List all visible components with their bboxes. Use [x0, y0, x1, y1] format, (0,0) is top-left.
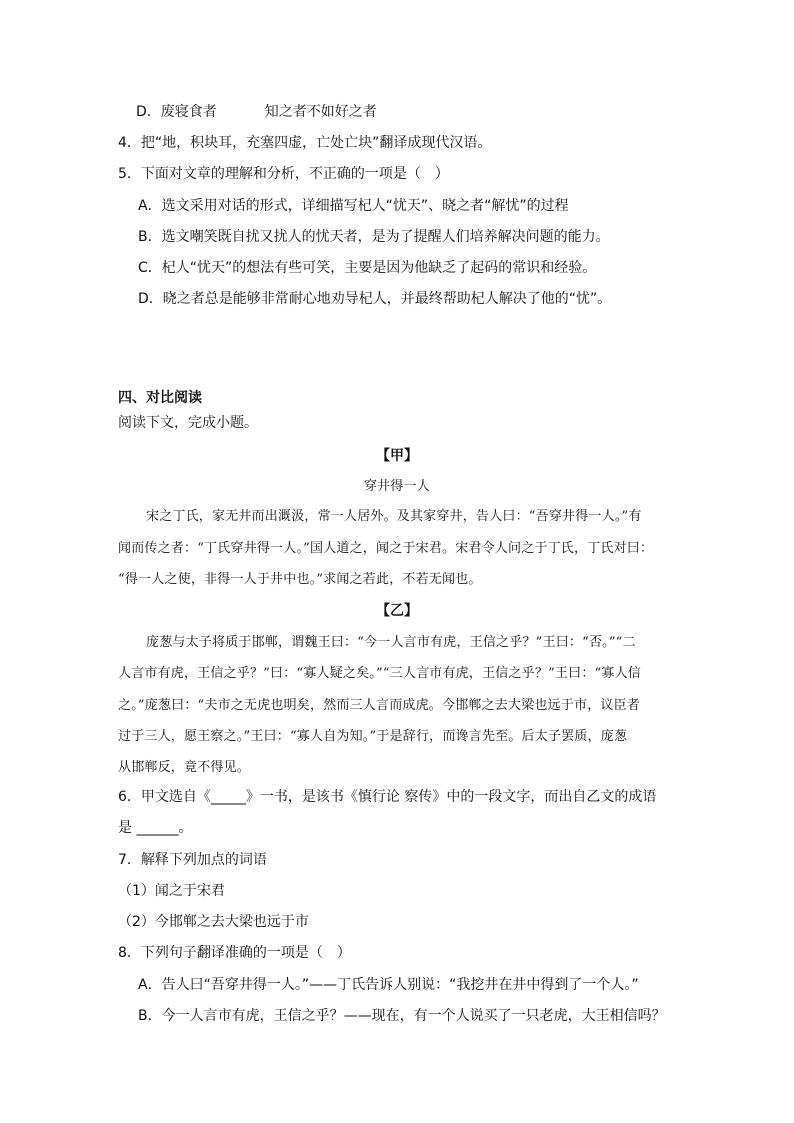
question-6-line2: 是 ______。: [118, 820, 193, 836]
question-8-stem: 8．下列句子翻译准确的一项是（ ）: [118, 945, 351, 961]
question-4: 4．把“地，积块耳，充塞四虚，亡处亡块”翻译成现代汉语。: [118, 135, 492, 151]
passage-yi-line: 过于三人，愿王察之。”王曰：“寡人自为知。”于是辞行，而谗言先至。后太子罢质，庞葱: [118, 729, 628, 744]
passage-yi-line: 人言市有虎，王信之乎？”曰：“寡人疑之矣。”“三人言市有虎，王信之乎？”王曰：“寡人信: [118, 666, 641, 681]
section-instruction: 阅读下文，完成小题。: [118, 415, 258, 431]
passage-yi-line: 庞葱与太子将质于邯郸，谓魏王曰：“今一人言市有虎，王信之乎？”王曰：“否。”“二: [146, 635, 636, 650]
passage-jia-title: 穿井得一人: [363, 479, 430, 494]
question-6-line1: 6．甲文选自《_____》一书，是该书《慎行论 察传》中的一段文字，而出自乙文的成语: [118, 789, 657, 805]
question-5-stem: 5．下面对文章的理解和分析，不正确的一项是（ ）: [118, 166, 449, 182]
passage-jia-heading: 【甲】: [376, 448, 418, 464]
q3-option-d-label: D．废寝食者: [136, 104, 217, 120]
question-7-item: （2）今邯郸之去大梁也远于市: [118, 914, 309, 930]
question-7-stem: 7．解释下列加点的词语: [118, 852, 267, 868]
passage-jia-line: “得一人之使，非得一人于井中也。”求闻之若此，不若无闻也。: [118, 572, 482, 587]
passage-jia-line: 闻而传之者：“丁氏穿井得一人。”国人道之，闻之于宋君。宋君令人问之于丁氏，丁氏对曰：: [118, 541, 654, 556]
q5-option-d: D．晓之者总是能够非常耐心地劝导杞人，并最终帮助杞人解决了他的“忧”。: [138, 291, 612, 307]
q5-option-c: C．杞人“忧天”的想法有些可笑，主要是因为他缺乏了起码的常识和经验。: [138, 260, 597, 276]
q8-option-a: A．告人曰“吾穿井得一人。”——丁氏告诉人别说：“我挖井在井中得到了一个人。”: [138, 977, 639, 993]
passage-yi-line: 之。”庞葱曰：“夫市之无虎也明矣，然而三人言而成虎。今邯郸之去大梁也远于市，议臣者: [118, 698, 640, 713]
q3-option-d: [136, 102, 377, 122]
q5-option-b: B．选文嘲笑既自扰又扰人的忧天者，是为了提醒人们培养解决问题的能力。: [138, 229, 610, 245]
q5-option-a: A．选文采用对话的形式，详细描写杞人“忧天”、晓之者“解忧”的过程: [138, 198, 569, 214]
passage-yi-heading: 【乙】: [376, 603, 418, 619]
q3-option-d-tail: 知之者不如好之者: [264, 104, 377, 120]
passage-jia-line: 宋之丁氏，家无井而出溉汲，常一人居外。及其家穿井，告人曰：“吾穿井得一人。”有: [146, 509, 642, 524]
passage-yi-line: 从邯郸反，竟不得见。: [118, 760, 251, 775]
q8-option-b: B．今一人言市有虎，王信之乎？——现在，有一个人说买了一只老虎，大王相信吗？: [138, 1008, 666, 1024]
question-7-item: （1）闻之于宋君: [118, 883, 225, 899]
section-title: 四、对比阅读: [118, 390, 202, 406]
